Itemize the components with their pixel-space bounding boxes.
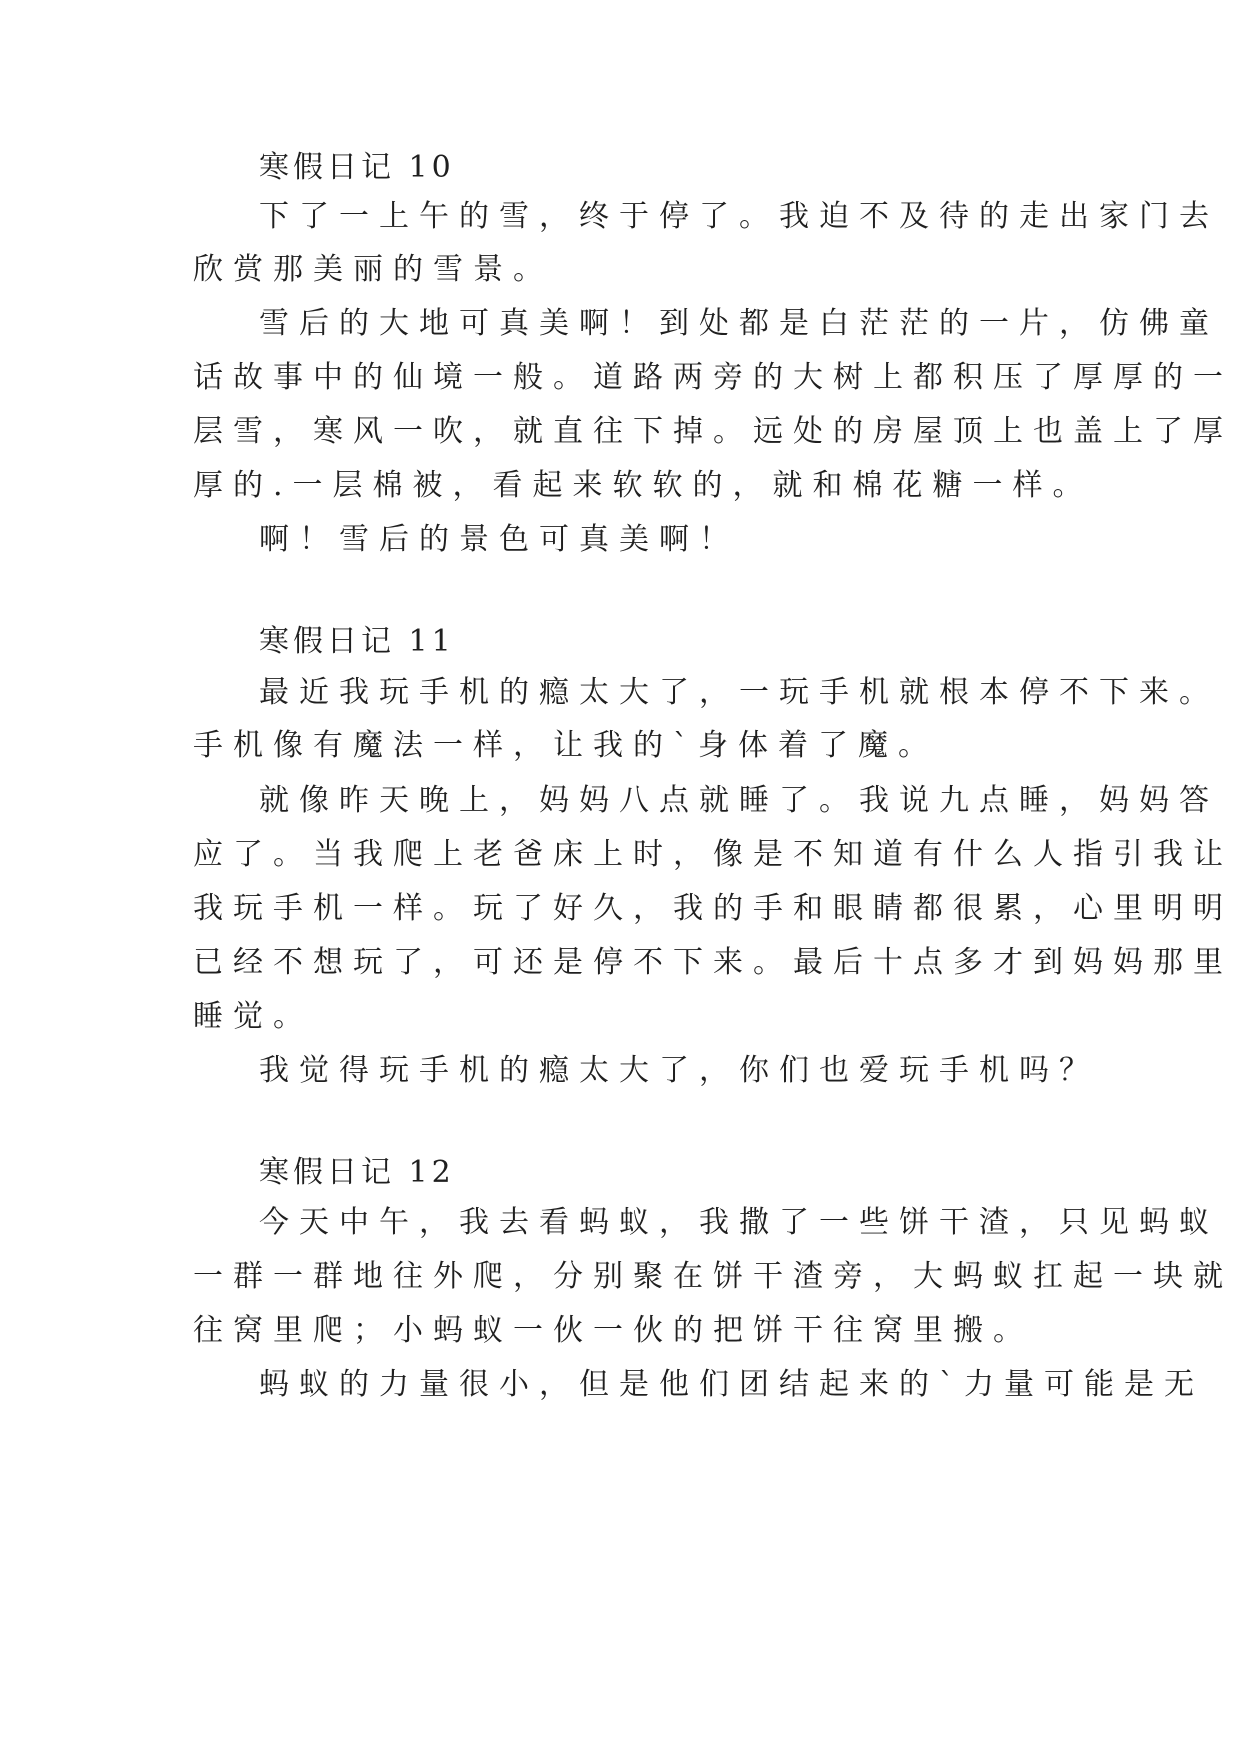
paragraph-line: 最近我玩手机的瘾太大了，一玩手机就根本停不下来。 (259, 675, 1219, 710)
paragraph-line: 手机像有魔法一样，让我的`身体着了魔。 (193, 728, 938, 763)
paragraph-line: 雪后的大地可真美啊！到处都是白茫茫的一片，仿佛童 (259, 306, 1219, 341)
entry-title: 寒假日记 12 (259, 1155, 455, 1190)
paragraph-line: 已经不想玩了，可还是停不下来。最后十点多才到妈妈那里 (193, 945, 1233, 980)
entry-title: 寒假日记 11 (259, 624, 455, 659)
paragraph-line: 我玩手机一样。玩了好久，我的手和眼睛都很累，心里明明 (193, 891, 1233, 926)
paragraph-line: 层雪，寒风一吹，就直往下掉。远处的房屋顶上也盖上了厚 (193, 414, 1233, 449)
paragraph-line: 我觉得玩手机的瘾太大了，你们也爱玩手机吗？ (259, 1053, 1099, 1088)
paragraph-line: 应了。当我爬上老爸床上时，像是不知道有什么人指引我让 (193, 837, 1233, 872)
paragraph-line: 下了一上午的雪，终于停了。我迫不及待的走出家门去 (259, 199, 1219, 234)
paragraph-line: 厚的.一层棉被，看起来软软的，就和棉花糖一样。 (193, 468, 1093, 503)
paragraph-line: 蚂蚁的力量很小，但是他们团结起来的`力量可能是无 (259, 1367, 1204, 1402)
paragraph-line: 一群一群地往外爬，分别聚在饼干渣旁，大蚂蚁扛起一块就 (193, 1259, 1233, 1294)
paragraph-line: 话故事中的仙境一般。道路两旁的大树上都积压了厚厚的一 (193, 360, 1233, 395)
paragraph-line: 往窝里爬；小蚂蚁一伙一伙的把饼干往窝里搬。 (193, 1313, 1033, 1348)
paragraph-line: 啊！雪后的景色可真美啊！ (259, 522, 739, 557)
paragraph-line: 就像昨天晚上，妈妈八点就睡了。我说九点睡，妈妈答 (259, 783, 1219, 818)
paragraph-line: 今天中午，我去看蚂蚁，我撒了一些饼干渣，只见蚂蚁 (259, 1205, 1219, 1240)
paragraph-line: 睡觉。 (193, 999, 313, 1034)
paragraph-line: 欣赏那美丽的雪景。 (193, 252, 553, 287)
entry-title: 寒假日记 10 (259, 150, 455, 185)
